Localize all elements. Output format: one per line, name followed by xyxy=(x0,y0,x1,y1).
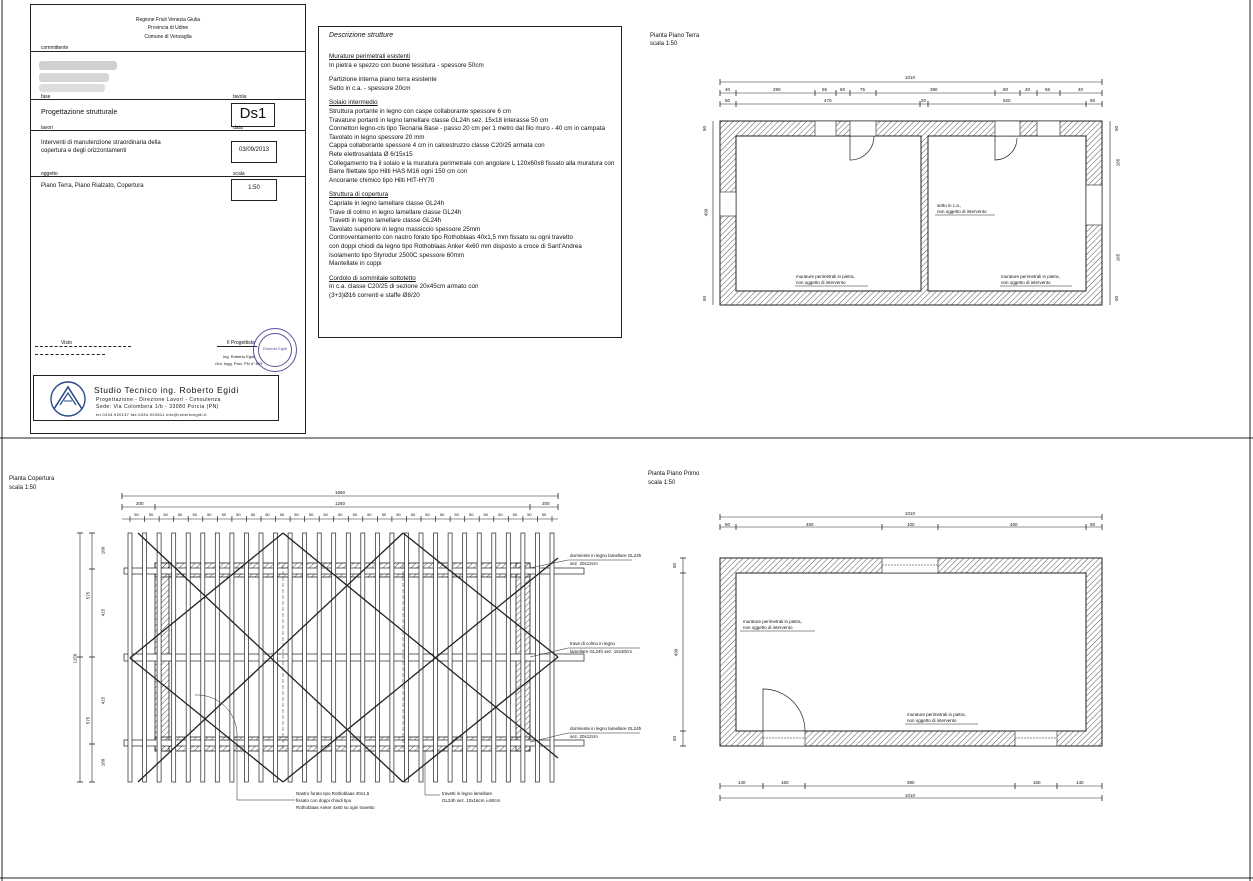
dimension-label: 40 xyxy=(1078,87,1084,92)
rafter xyxy=(244,533,248,782)
raised-total-dim-bottom: 1010 xyxy=(905,793,916,798)
raised-plan-scale: scala 1:50 xyxy=(648,480,676,486)
roof-overhang-right: 200 xyxy=(542,501,550,506)
description-line: In c.a. classe C20/25 di sezione 20x45cm armato con xyxy=(329,283,479,291)
rafter-spacing-label: 50 xyxy=(381,512,387,517)
rafter xyxy=(463,533,467,782)
designer-label: Il Progettista xyxy=(227,340,255,346)
dimension-label: 40 xyxy=(725,87,731,92)
dimension-label: 165 xyxy=(1115,158,1121,167)
description-line: Solaio intermedio xyxy=(329,99,378,107)
rafter xyxy=(332,533,336,782)
rafter xyxy=(390,533,394,782)
roof-beam-bottom-label-2: sez. 20x12cm xyxy=(570,734,598,739)
dimension-label: 470 xyxy=(824,98,832,103)
dimension-label: 55 xyxy=(1045,87,1051,92)
rafter-spacing-label: 50 xyxy=(134,512,139,517)
ground-plan-title: Pianta Piano Terra xyxy=(650,33,700,39)
rafter xyxy=(230,533,234,782)
ground-partition-label-2: non oggetto di intervento xyxy=(937,209,987,214)
rafter xyxy=(506,533,510,782)
dimension-label: 575 xyxy=(85,591,91,600)
rafter-spacing-label: 50 xyxy=(483,512,488,517)
description-line: Tavolato in legno spessore 20 mm xyxy=(329,133,425,141)
rafter-spacing-label: 50 xyxy=(498,512,503,517)
dimension-label: 165 xyxy=(1115,253,1121,262)
roof-beam-top-label-2: sez. 20x12cm xyxy=(570,561,598,566)
roof-plan-scale: scala 1:50 xyxy=(9,485,37,491)
ground-wall-label-2b: non oggetto di intervento xyxy=(1001,280,1051,285)
rafter xyxy=(550,533,554,782)
dimension-label: 50 xyxy=(725,522,731,527)
roof-plan-title: Pianta Copertura xyxy=(9,476,55,482)
description-line: Capriate in legno lamellare classe GL24h xyxy=(329,200,445,207)
region-text: Regione Friuli Venezia Giulia xyxy=(135,17,201,23)
description-line: Barre filettate tipo Hilti HAS M16 ogni 150 cm con xyxy=(329,168,468,176)
rafter-spacing-label: 50 xyxy=(294,512,299,517)
rafter-spacing-label: 50 xyxy=(236,512,241,517)
dimension-label: 100 xyxy=(907,522,915,527)
dimension-label: 40 xyxy=(1025,87,1031,92)
dimension-label: 415 xyxy=(100,608,106,617)
roof-beam-bottom-label-1: dormiente in legno lamellare GL24h xyxy=(570,726,642,731)
rafter xyxy=(215,533,219,782)
ground-wall-label-1b: murature perimetrali in pietra, xyxy=(1001,274,1060,279)
rafter xyxy=(477,533,481,782)
dimension-label: 575 xyxy=(85,716,91,725)
rafter xyxy=(201,533,205,782)
rafter-spacing-label: 50 xyxy=(177,512,183,517)
description-line: con doppi chiodi da legno tipo Rothoblaas Anker 4x60 mm disposto a croce di Sant'Andrea xyxy=(329,243,582,250)
rafter-spacing-label: 50 xyxy=(279,512,285,517)
description-line: Ancorante chimico tipo Hilti HIT-HY70 xyxy=(329,176,435,184)
rafter xyxy=(346,533,350,782)
raised-wall-label-1a: murature perimetrali in pietra, xyxy=(743,619,802,624)
rafter-spacing-label: 50 xyxy=(367,512,372,517)
description-line: Connettori legno-cls tipo Tecnaria Base - passo 20 cm per 1 metro dal filo muro - 40 cm in campata xyxy=(329,125,606,133)
table-value: Ds1 xyxy=(239,105,267,122)
dimension-label: 50 xyxy=(1114,295,1120,302)
rafter xyxy=(157,533,161,782)
rafter xyxy=(492,533,496,782)
rafter xyxy=(303,533,307,782)
rafter xyxy=(375,533,379,782)
rafter xyxy=(143,533,147,782)
raised-wall-label-2b: non oggetto di intervento xyxy=(907,718,957,723)
dimension-label: 50 xyxy=(1090,98,1096,103)
dimension-label: 50 xyxy=(702,125,708,132)
roof-inner-dim: 1260 xyxy=(335,501,346,506)
roof-rafter-label-2: GL24h sez. 10x16cm i=50cm xyxy=(442,798,501,803)
rafter-spacing-label: 50 xyxy=(207,512,212,517)
subject-value: Piano Terra, Piano Rialzato, Copertura xyxy=(41,183,144,189)
description-line: Travature portanti in legno lamellare classe GL24h sez. 15x18 interasse 50 cm xyxy=(329,116,549,124)
rafter-spacing-label: 50 xyxy=(192,512,197,517)
dimension-label: 55 xyxy=(822,87,828,92)
dimension-label: 140 xyxy=(1076,780,1084,785)
date-value: 03/09/2013 xyxy=(238,147,270,153)
ground-total-dim: 1010 xyxy=(905,75,916,80)
studio-address: Sede: Via Colombera 1/b - 33080 Porcia (PN) xyxy=(96,404,219,410)
description-line: (3+3)Ø16 correnti e staffe Ø8/20 xyxy=(329,292,420,299)
dimension-label: 160 xyxy=(781,780,789,785)
description-line: Cappa collaborante spessore 4 cm in calcestruzzo classe C20/25 armata con xyxy=(329,142,545,150)
province-text: Provincia di Udine xyxy=(147,25,189,31)
dimension-label: 490 xyxy=(673,648,679,657)
dimension-label: 75 xyxy=(860,87,866,92)
works-label: lavori xyxy=(41,125,53,131)
dimension-label: 50 xyxy=(702,295,708,302)
rafter-spacing-label: 50 xyxy=(454,512,459,517)
studio-services: Progettazione - Direzione Lavori - Consulenza xyxy=(96,397,221,403)
rafter xyxy=(535,533,539,782)
designer-reg: Ord. Ingg. Prov. PN n° 849 xyxy=(215,361,263,366)
rafter-spacing-label: 50 xyxy=(163,512,168,517)
roof-strap-label-3: Rothoblaas Anker 4x60 su ogni travetto xyxy=(296,805,375,810)
description-line: Struttura di copertura xyxy=(329,191,389,199)
roof-side-total: 1150 xyxy=(72,653,78,664)
rafter xyxy=(274,533,278,782)
dimension-label: 520 xyxy=(1003,98,1011,103)
rafter-spacing-label: 50 xyxy=(250,512,256,517)
description-line: Murature perimetrali esistenti xyxy=(329,53,411,60)
subject-label: oggetto xyxy=(41,171,58,177)
dimension-label: 450 xyxy=(1010,522,1018,527)
rafter xyxy=(172,533,176,782)
dimension-label: 50 xyxy=(672,562,678,569)
dimension-label: 50 xyxy=(672,735,678,742)
studio-name: Studio Tecnico ing. Roberto Egidi xyxy=(94,385,239,395)
dimension-label: 450 xyxy=(806,522,814,527)
description-line: Controventamento con nastro forato tipo Rothoblaas 40x1,5 mm fissato su ogni travetto xyxy=(329,234,573,242)
dimension-label: 80 xyxy=(1003,87,1009,92)
rafter-spacing-label: 50 xyxy=(308,512,314,517)
description-line: Partizione interna piano terra esistente xyxy=(329,76,437,84)
rafter-spacing-label: 50 xyxy=(396,512,401,517)
ground-plan-scale: scala 1:50 xyxy=(650,41,678,47)
description-line: Struttura portante in legno con caspe collaborante spessore 6 cm xyxy=(329,108,512,115)
roof-strap-label-2: fissato con doppi chiodi tipo xyxy=(296,798,352,803)
dimension-label: 290 xyxy=(773,87,781,92)
raised-wall-label-2a: non oggetto di intervento xyxy=(743,625,793,630)
description-line: In pietra e spezzo con buone tessitura - spessore 50cm xyxy=(329,61,484,69)
rafter-spacing-label: 50 xyxy=(527,512,532,517)
scale-label: scala xyxy=(233,171,245,177)
description-line: Trave di colmo in legno lamellare classe GL24h xyxy=(329,208,462,216)
works-value-2: copertura e degli orizzontamenti xyxy=(41,148,127,154)
rafter xyxy=(288,533,292,782)
rafter-spacing-label: 50 xyxy=(512,512,518,517)
date-label: data xyxy=(233,125,243,131)
dimension-label: 160 xyxy=(100,546,106,555)
description-line: Setto in c.a. - spessore 20cm xyxy=(329,84,411,92)
description-line: Mantellate in coppi xyxy=(329,260,382,268)
dimension-label: 50 xyxy=(1090,522,1096,527)
works-value-1: Interventi di manutenzione straordinaria della xyxy=(41,140,161,146)
dimension-label: 140 xyxy=(738,780,746,785)
dimension-label: 160 xyxy=(1033,780,1041,785)
raised-plan-title: Pianta Piano Primo xyxy=(648,471,700,477)
roof-beam-top-label-1: dormiente in legno lamellare GL24h xyxy=(570,553,642,558)
description-title: Descrizione strutture xyxy=(329,32,394,39)
description-line: Collegamento tra il solaio e la muratura perimetrale con angolare L 120x60x8 fissato alla muratura con xyxy=(329,159,615,167)
phase-label: fase xyxy=(41,94,51,100)
description-line: Travetti in legno lamellare classe GL24h xyxy=(329,217,442,225)
rafter-spacing-label: 50 xyxy=(352,512,358,517)
description-line: Tavolato superiore in legno massiccio spessore 25mm xyxy=(329,225,481,233)
stamp-text: Roberto Egidi xyxy=(262,346,288,351)
dimension-label: 490 xyxy=(703,208,709,217)
designer-name: Ing. Roberto Egidi xyxy=(223,354,256,359)
rafter-spacing-label: 50 xyxy=(338,512,343,517)
roof-total-dim: 1660 xyxy=(335,490,346,495)
visa-label: Visto xyxy=(61,340,73,346)
raised-wall-label-1b: murature perimetrali in pietra, xyxy=(907,712,966,717)
rafter-spacing-label: 50 xyxy=(425,512,430,517)
ground-wall-label-2a: non oggetto di intervento xyxy=(796,280,846,285)
studio-contacts: tel.0434.920137 fax.0434.920811 info@robertoegidi.it xyxy=(96,412,207,417)
roof-overhang-left: 200 xyxy=(136,501,144,506)
rafter-spacing-label: 50 xyxy=(221,512,227,517)
rafter-spacing-label: 50 xyxy=(265,512,270,517)
rafter-spacing-label: 50 xyxy=(541,512,547,517)
ground-partition-label-1: setto in c.a., xyxy=(937,203,962,208)
rafter-spacing-label: 50 xyxy=(439,512,445,517)
description-line: Cordolo di sommitale sottotetto xyxy=(329,274,416,282)
roof-strap-label-1: Nastro forato tipo Rothoblaas 40x1,5 xyxy=(296,791,370,796)
dimension-label: 20 xyxy=(921,98,927,103)
dimension-label: 390 xyxy=(907,780,915,785)
phase-value: Progettazione strutturale xyxy=(41,109,118,116)
description-line: Isolamento tipo Styrodur 2500C spessore 60mm xyxy=(329,251,465,259)
description-line: Rete elettrosaldata Ø 6/15x15 xyxy=(329,151,413,158)
rafter-spacing-label: 50 xyxy=(148,512,154,517)
rafter xyxy=(521,533,525,782)
dimension-label: 160 xyxy=(100,758,106,767)
client-label: committente xyxy=(41,45,69,51)
dimension-label: 390 xyxy=(930,87,938,92)
raised-total-dim-top: 1010 xyxy=(905,511,916,516)
roof-ridge-label-1: trave di colmo in legno xyxy=(570,641,616,646)
scale-value: 1:50 xyxy=(248,185,260,191)
rafter xyxy=(186,533,190,782)
rafter-spacing-label: 50 xyxy=(323,512,328,517)
dimension-label: 50 xyxy=(725,98,731,103)
municipality-text: Comune di Venzaglia xyxy=(144,34,192,40)
rafter-spacing-label: 50 xyxy=(469,512,474,517)
rafter xyxy=(419,533,423,782)
rafter-spacing-label: 50 xyxy=(410,512,416,517)
roof-rafter-label-1: travetti in legno lamellare xyxy=(442,791,493,796)
table-label: tavola xyxy=(233,94,247,100)
roof-ridge-label-2: lamellare GL24h sez. 16x30cm xyxy=(570,649,633,654)
ground-wall-label-1a: murature perimetrali in pietra, xyxy=(796,274,855,279)
dimension-label: 60 xyxy=(840,87,846,92)
rafter xyxy=(259,533,263,782)
rafter xyxy=(317,533,321,782)
dimension-label: 50 xyxy=(1114,125,1120,132)
rafter xyxy=(405,533,409,782)
dimension-label: 415 xyxy=(100,696,106,705)
